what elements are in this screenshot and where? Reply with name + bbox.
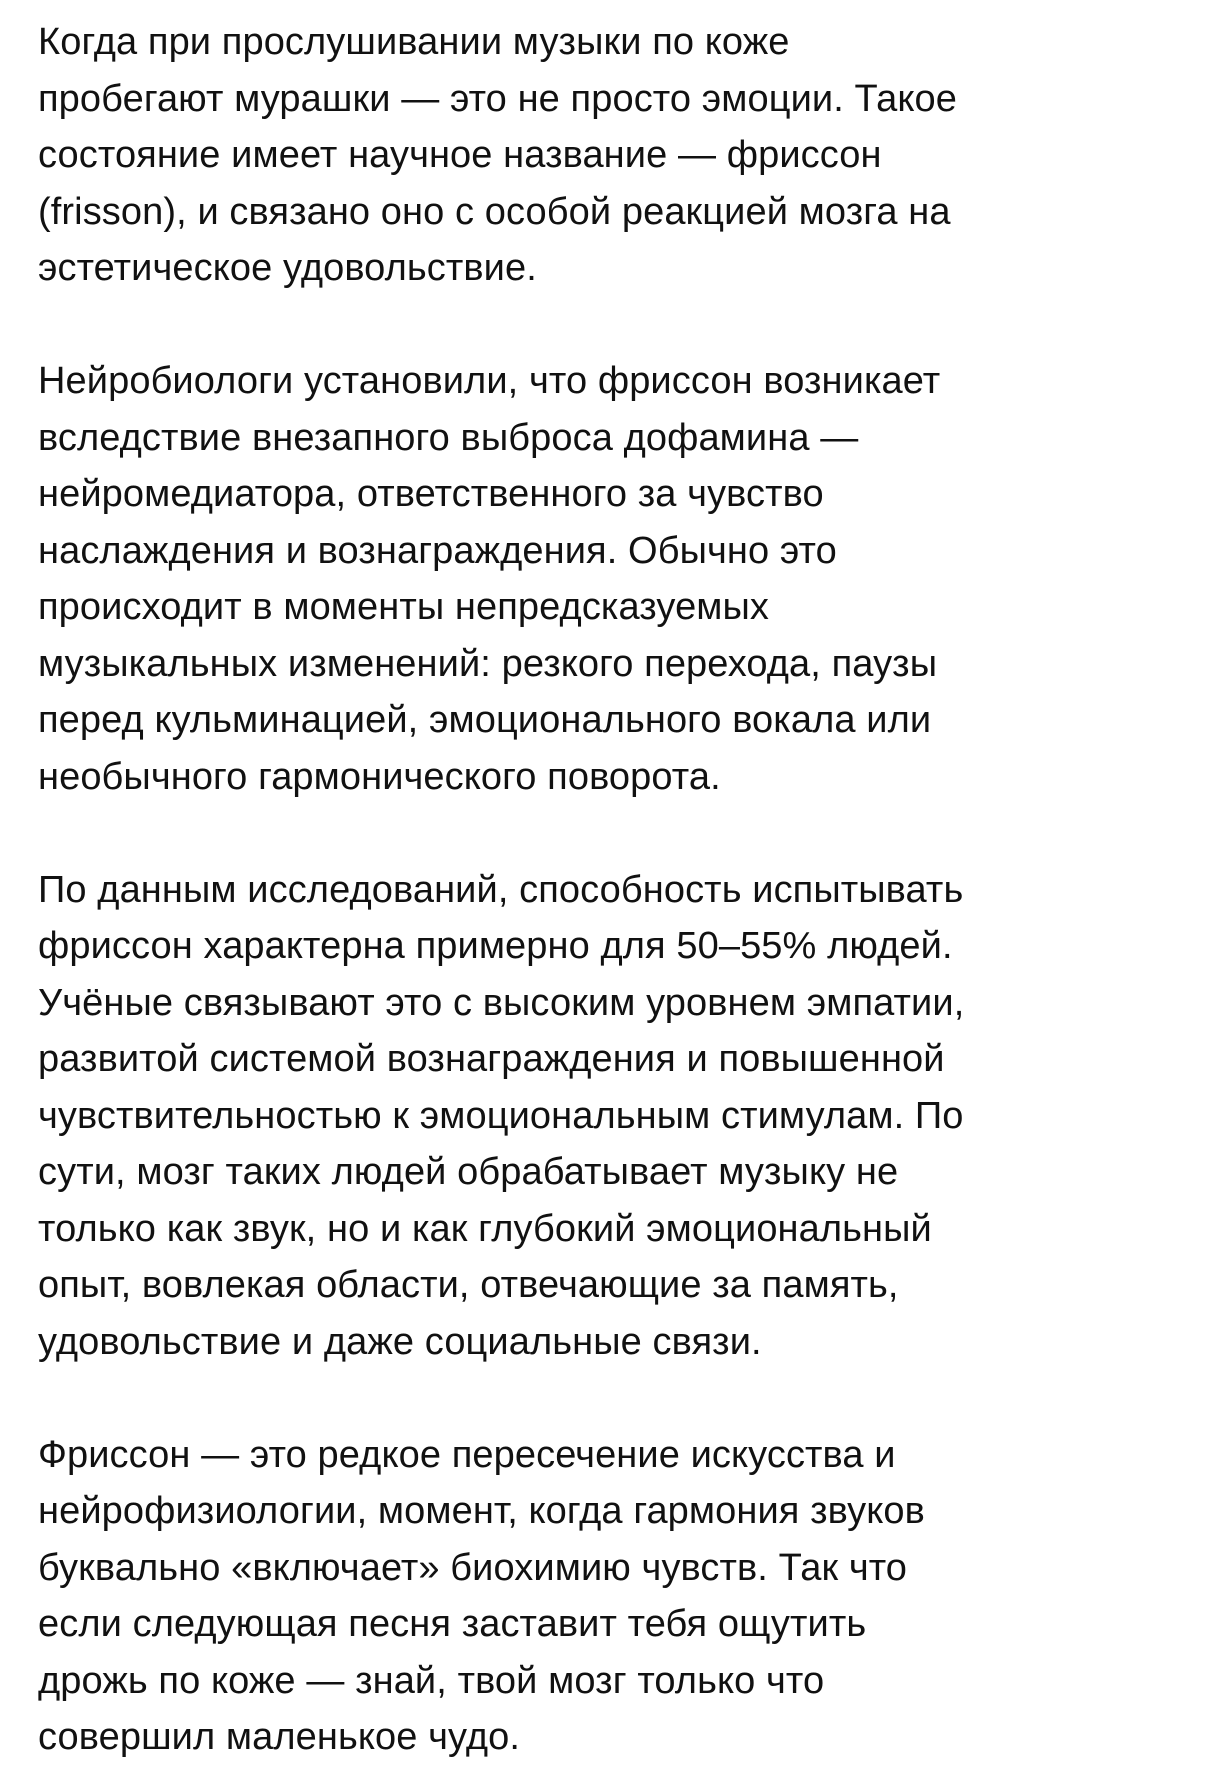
paragraph-research-findings: По данным исследований, способность испытывать фриссон характерна примерно для 50–55% людей. Учёные связывают это с высоким уровнем эмпатии, развитой системой вознаграждения и повышенной чувствительностью к эмоциональным стимулам. По сути, мозг таких людей обрабатывает музыку не только как звук, но и как глубокий эмоциональный опыт, вовлекая области, отвечающие за память, удовольствие и даже социальные связи. [38,868,965,1363]
paragraph-dopamine-explanation: Нейробиологи установили, что фриссон возникает вследствие внезапного выброса дофамина — нейромедиатора, ответственного за чувство наслаждения и вознаграждения. Обычно это происходит в моменты непредсказуемых музыкальных изменений: резкого перехода, паузы перед кульминацией, эмоционального вокала или необычного гармонического поворота. [38,360,941,798]
paragraph-frisson-definition: Когда при прослушивании музыки по коже пробегают мурашки — это не просто эмоции. Такое состояние имеет научное название — фриссон (frisson), и связано оно с особой реакцией мозга на эстетическое удовольствие. [38,21,958,289]
paragraph-conclusion: Фриссон — это редкое пересечение искусства и нейрофизиологии, момент, когда гармония звуков буквально «включает» биохимию чувств. Так что если следующая песня заставит тебя ощутить дрожь по коже — знай, твой мозг только что совершил маленькое чудо. [38,1433,925,1758]
